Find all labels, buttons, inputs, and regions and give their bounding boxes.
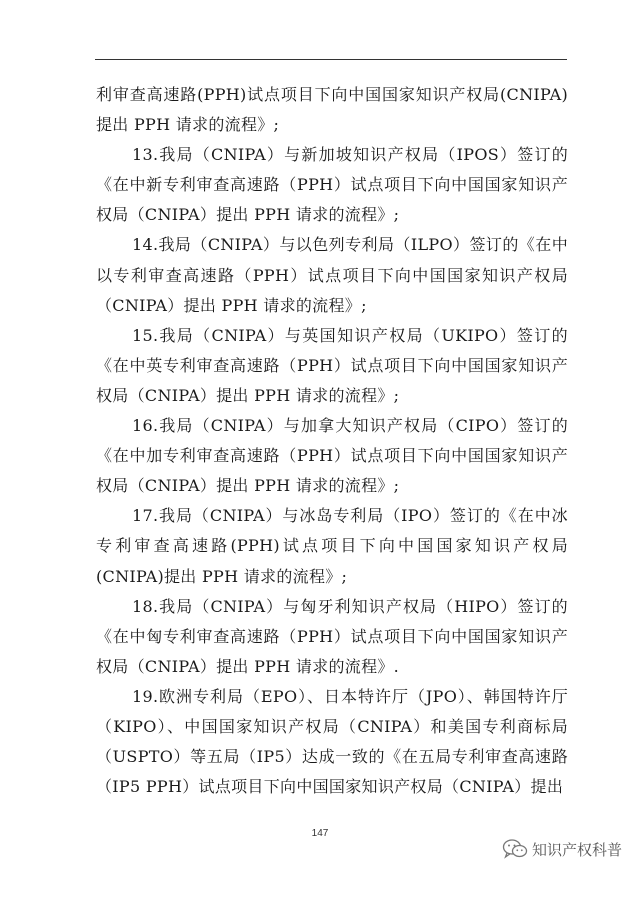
paragraph-continued: 利审查高速路(PPH)试点项目下向中国国家知识产权局(CNIPA)提出 PPH 请求的流程》; (96, 85, 568, 135)
watermark-text: 知识产权科普 (531, 840, 622, 859)
paragraph-item-16: 16.我局（CNIPA）与加拿大知识产权局（CIPO）签订的《在中加专利审查高速路（PPH）试点项目下向中国国家知识产权局（CNIPA）提出 PPH 请求的流程》; (96, 416, 568, 496)
wechat-icon (502, 838, 528, 860)
paragraph-item-14: 14.我局（CNIPA）与以色列专利局（ILPO）签订的《在中以专利审查高速路（PPH）试点项目下向中国国家知识产权局（CNIPA）提出 PPH 请求的流程》; (96, 235, 568, 315)
paragraph-item-19: 19.欧洲专利局（EPO）、日本特许厅（JPO）、韩国特许厅（KIPO）、中国国家知识产权局（CNIPA）和美国专利商标局（USPTO）等五局（IP5）达成一致的《在五局专利审查高速路（IP5 PPH）试点项目下向中国国家知识产权局（CNIPA）提出 (96, 686, 568, 797)
header-rule (95, 59, 567, 60)
body-text (96, 80, 568, 802)
paragraph-item-15: 15.我局（CNIPA）与英国知识产权局（UKIPO）签订的《在中英专利审查高速路（PPH）试点项目下向中国国家知识产权局（CNIPA）提出 PPH 请求的流程》; (96, 325, 568, 405)
watermark (502, 838, 622, 860)
paragraph-item-13: 13.我局（CNIPA）与新加坡知识产权局（IPOS）签订的《在中新专利审查高速路（PPH）试点项目下向中国国家知识产权局（CNIPA）提出 PPH 请求的流程》; (96, 145, 568, 225)
page-number: 147 (311, 828, 329, 839)
paragraph-item-18: 18.我局（CNIPA）与匈牙利知识产权局（HIPO）签订的《在中匈专利审查高速路（PPH）试点项目下向中国国家知识产权局（CNIPA）提出 PPH 请求的流程》. (96, 596, 568, 676)
paragraph-item-17: 17.我局（CNIPA）与冰岛专利局（IPO）签订的《在中冰专利审查高速路(PPH)试点项目下向中国国家知识产权局(CNIPA)提出 PPH 请求的流程》; (96, 506, 568, 586)
